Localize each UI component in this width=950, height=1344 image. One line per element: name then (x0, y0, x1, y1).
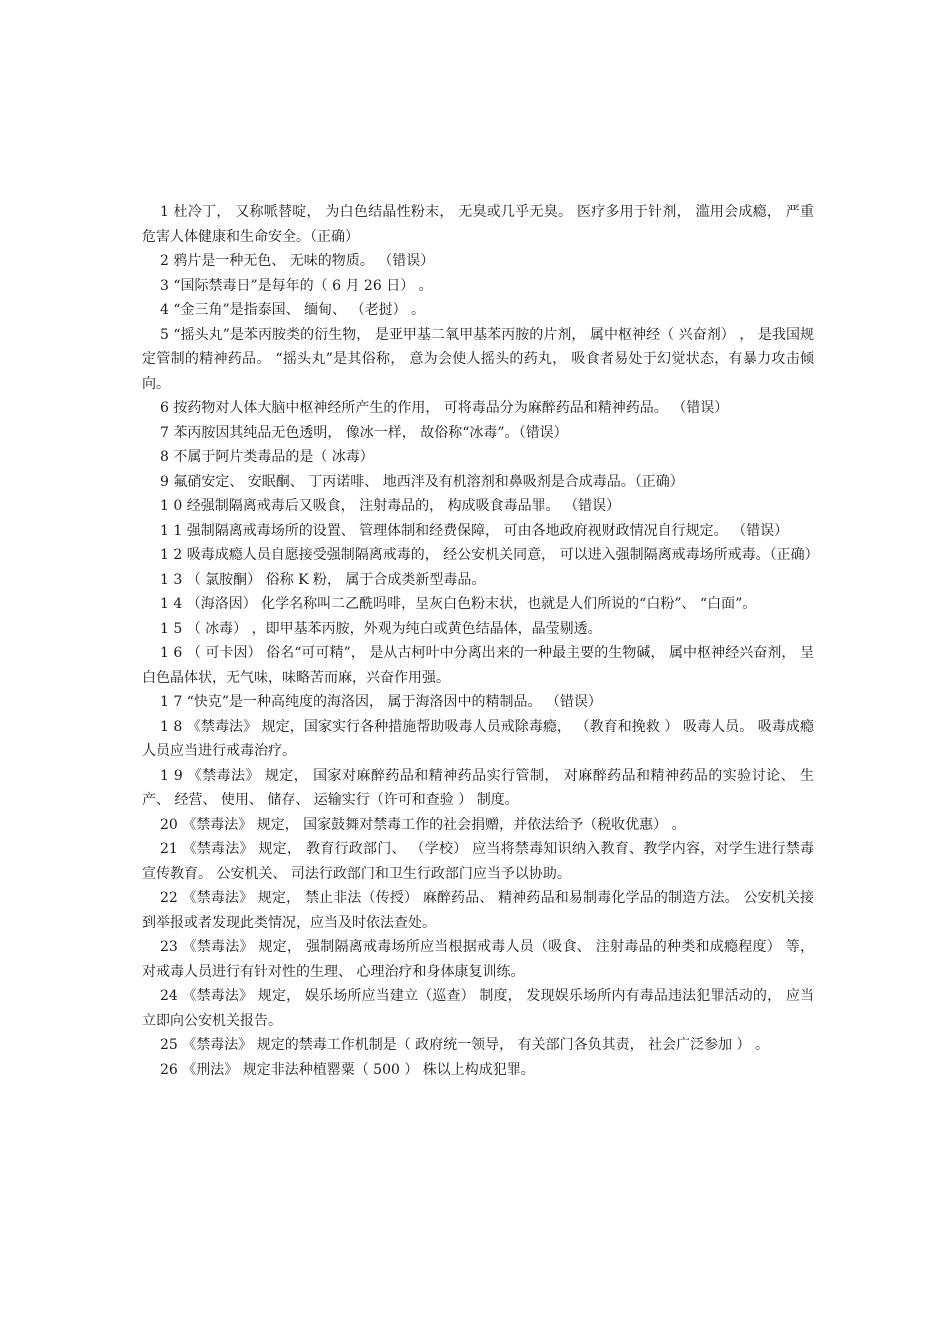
question-item-16: 1 6 （ 可卡因） 俗名“可可精”， 是从古柯叶中分离出来的一种最主要的生物碱， 属中枢神经兴奋剂， 呈白色晶体状，无气味，味略苦而麻，兴奋作用强。 (142, 645, 814, 686)
question-item-8: 8 不属于阿片类毒品的是（ 冰毒） (160, 449, 374, 465)
question-item-2: 2 鸦片是一种无色、 无味的物质。 （错误） (160, 253, 435, 269)
question-item-19: 1 9 《禁毒法》 规定， 国家对麻醉药品和精神药品实行管制， 对麻醉药品和精神药品的实验讨论、 生产、 经营、 使用、 储存、 运输实行（许可和查验 ） 制度。 (142, 767, 814, 808)
question-item-20: 20 《禁毒法》 规定， 国家鼓舞对禁毒工作的社会捐赠，并依法给予（税收优惠） 。 (160, 816, 686, 833)
question-item-18: 1 8 《禁毒法》 规定，国家实行各种措施帮助吸毒人员戒除毒瘾， （教育和挽救 ） 吸毒人员。 吸毒成瘾人员应当进行戒毒治疗。 (142, 718, 814, 759)
question-item-10: 1 0 经强制隔离戒毒后又吸食， 注射毒品的， 构成吸食毒品罪。 （错误） (160, 498, 621, 514)
question-item-23: 23 《禁毒法》 规定， 强制隔离戒毒场所应当根据戒毒人员（吸食、 注射毒品的种类和成瘾程度） 等， 对戒毒人员进行有针对性的生理、 心理治疗和身体康复训练。 (142, 939, 814, 980)
question-item-1: 1 杜冷丁， 又称哌替啶， 为白色结晶性粉末， 无臭或几乎无臭。 医疗多用于针剂， 滥用会成瘾， 严重危害人体健康和生命安全。（正确） (142, 204, 814, 245)
question-item-13: 1 3 （ 氯胺酮） 俗称 K 粉， 属于合成类新型毒品。 (160, 571, 486, 588)
question-item-25: 25 《禁毒法》 规定的禁毒工作机制是（ 政府统一领导， 有关部门各负其责， 社会广泛参加 ） 。 (160, 1037, 769, 1053)
question-item-21: 21 《禁毒法》 规定， 教育行政部门、 （学校） 应当将禁毒知识纳入教育、教学内容，对学生进行禁毒宣传教育。 公安机关、 司法行政部门和卫生行政部门应当予以协助。 (142, 841, 814, 882)
question-item-11: 1 1 强制隔离戒毒场所的设置、 管理体制和经费保障， 可由各地政府视财政情况自行规定。 （错误） (160, 522, 789, 539)
question-item-24: 24 《禁毒法》 规定， 娱乐场所应当建立（巡查） 制度， 发现娱乐场所内有毒品违法犯罪活动的， 应当立即向公安机关报告。 (142, 988, 814, 1029)
question-item-3: 3 “国际禁毒日”是每年的（ 6 月 26 日） 。 (160, 277, 433, 294)
question-item-4: 4 “金三角”是指泰国、 缅甸、 （老挝） 。 (160, 302, 426, 318)
question-item-26: 26 《刑法》 规定非法种植罂粟（ 500 ） 株以上构成犯罪。 (160, 1061, 535, 1078)
question-item-17: 1 7 “快克”是一种高纯度的海洛因， 属于海洛因中的精制品。 （错误） (160, 694, 602, 710)
question-item-14: 1 4 （海洛因） 化学名称叫二乙酰吗啡，呈灰白色粉末状，也就是人们所说的“白粉”、 “白面”。 (160, 596, 757, 612)
question-item-6: 6 按药物对人体大脑中枢神经所产生的作用， 可将毒品分为麻醉药品和精神药品。 （错误） (160, 400, 729, 416)
question-item-7: 7 苯丙胺因其纯品无色透明， 像冰一样， 故俗称“冰毒”。（错误） (160, 424, 568, 441)
document-body (142, 200, 819, 1082)
question-item-22: 22 《禁毒法》 规定， 禁止非法（传授） 麻醉药品、 精神药品和易制毒化学品的制造方法。 公安机关接到举报或者发现此类情况，应当及时依法查处。 (142, 890, 814, 931)
question-item-5: 5 “摇头丸”是苯丙胺类的衍生物， 是亚甲基二氧甲基苯丙胺的片剂， 属中枢神经（ 兴奋剂） ， 是我国规定管制的精神药品。 “摇头丸”是其俗称， 意为会使人摇头的药丸， 吸食者易处于幻觉状态，有暴力攻击倾向。 (142, 326, 814, 392)
question-item-12: 1 2 吸毒成瘾人员自愿接受强制隔离戒毒的， 经公安机关同意， 可以进入强制隔离戒毒场所戒毒。（正确） (160, 547, 819, 563)
question-item-15: 1 5 （ 冰毒） ，即甲基苯丙胺，外观为纯白或黄色结晶体，晶莹剔透。 (160, 620, 602, 637)
question-item-9: 9 氟硝安定、 安眠酮、 丁丙诺啡、 地西泮及有机溶剂和鼻吸剂是合成毒品。（正确） (160, 473, 684, 490)
